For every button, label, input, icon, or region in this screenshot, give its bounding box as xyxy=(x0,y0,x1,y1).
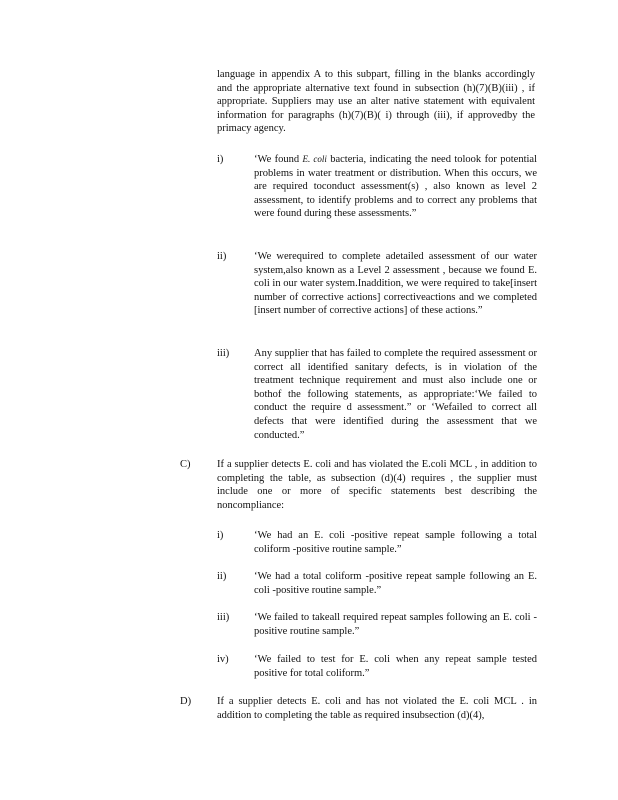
item-text: ‘We werequired to complete adetailed assessment of our water system,also known as a Level 2 assessment , because we found E. coli in our water system.Inaddition, we were required to take[insert number of corrective actions] correctiveactions and we completed [insert number of corrective actions] of these actions.” xyxy=(254,251,537,317)
item-number: iv) xyxy=(217,654,229,665)
item-number: iii) xyxy=(217,348,230,359)
item-number: i) xyxy=(217,154,224,165)
section-text: If a supplier detects E. coli and has not violated the E. coli MCL . in addition to completing the table as required insubsection (d)(4), xyxy=(217,696,537,721)
item-text: ‘We failed to takeall required repeat samples following an E. coli -positive routine sample.” xyxy=(254,612,537,637)
item-text: ‘We had an E. coli -positive repeat sample following a total coliform -positive routine sample.” xyxy=(254,530,537,555)
item-number: i) xyxy=(217,530,224,541)
intro-paragraph: language in appendix A to this subpart, filling in the blanks accordingly and the appropriate alternative text found in subsection (h)(7)(B)(iii) , if appropriate. Suppliers may use an alter native statement with equivalent information for paragraphs (h)(7)(B)( i) through (iii), if approvedby the primacy agency. xyxy=(217,69,535,135)
item-text: ‘We had a total coliform -positive repeat sample following an E. coli -positive routine sample.” xyxy=(254,571,537,596)
section-number: D) xyxy=(180,696,192,707)
section-number: C) xyxy=(180,459,191,470)
section-text: If a supplier detects E. coli and has violated the E.coli MCL , in addition to completing the table, as subsection (d)(4) requires , the supplier must include one or more of specific statements best describing the noncompliance: xyxy=(217,459,537,511)
item-number: ii) xyxy=(217,251,227,262)
italic-species-name: E. coli xyxy=(302,154,327,164)
item-number: ii) xyxy=(217,571,227,582)
item-text: ‘We failed to test for E. coli when any repeat sample tested positive for total coliform.” xyxy=(254,654,537,679)
item-number: iii) xyxy=(217,612,230,623)
item-text: ‘We found E. coli bacteria, indicating the need tolook for potential problems in water treatment or distribution. When this occurs, we are required toconduct assessment(s) , also known as level 2 assessment, to identify problems and to correct any problems that were found during these assessments.” xyxy=(254,154,537,220)
item-text: Any supplier that has failed to complete the required assessment or correct all identified sanitary defects, is in violation of the treatment technique requirement and must also include one or bothof the following statements, as appropriate:‘We failed to conduct the require d assessment.” or ‘Wefailed to correct all defects that were identified during the assessment that we conducted.” xyxy=(254,348,537,441)
